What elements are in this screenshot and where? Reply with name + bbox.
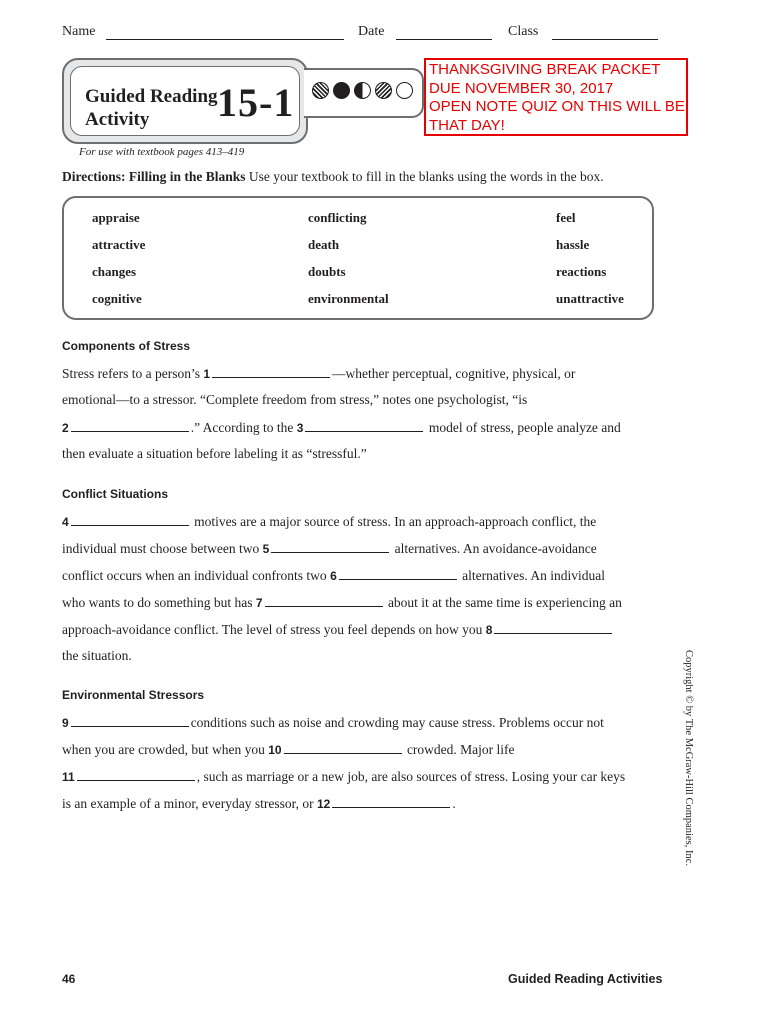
page-number: 46 — [62, 972, 76, 986]
directions: Directions: Filling in the Blanks Use your textbook to fill in the blanks using the words in the box. — [62, 169, 604, 184]
activity-title: Guided Reading Activity — [85, 86, 218, 130]
word-bank-item: hassle — [556, 237, 590, 252]
circle-icon — [375, 82, 392, 99]
word-bank-item: reactions — [556, 264, 607, 279]
text-line: 2 .” According to the 3 model of stress, people analyze and — [62, 420, 621, 435]
text-line: 11 , such as marriage or a new job, are also sources of stress. Losing your car keys — [62, 769, 626, 784]
class-label: Class — [508, 24, 539, 39]
blank-10[interactable] — [284, 741, 402, 754]
section-heading-components: Components of Stress — [62, 339, 191, 353]
text-line: when you are crowded, but when you 10 crowded. Major life — [62, 742, 515, 757]
blank-4[interactable] — [71, 513, 189, 526]
activity-title-box — [62, 58, 308, 144]
circle-icon — [396, 82, 413, 99]
circle-icon — [312, 82, 329, 99]
text-line: then evaluate a situation before labeling it as “stressful.” — [62, 446, 367, 461]
word-bank-item: unattractive — [556, 291, 624, 306]
blank-5[interactable] — [271, 540, 389, 553]
blank-8[interactable] — [494, 621, 612, 634]
text-line: is an example of a minor, everyday stressor, or 12 . — [62, 796, 456, 811]
textbook-pages-note: For use with textbook pages 413–419 — [79, 146, 245, 158]
progress-circles — [304, 68, 424, 118]
date-label: Date — [358, 24, 385, 39]
blank-6[interactable] — [339, 567, 457, 580]
name-field[interactable] — [106, 39, 344, 40]
text-line: who wants to do something but has 7 about it at the same time is experiencing an — [62, 595, 622, 610]
word-bank-item: appraise — [92, 210, 140, 225]
copyright-notice: Copyright © by The McGraw-Hill Companies, Inc. — [683, 650, 694, 866]
blank-11[interactable] — [77, 768, 195, 781]
word-bank-item: conflicting — [308, 210, 367, 225]
word-bank-item: changes — [92, 264, 137, 279]
circle-icon — [354, 82, 371, 99]
text-line: 9 conditions such as noise and crowding may cause stress. Problems occur not — [62, 715, 604, 730]
class-field[interactable] — [552, 39, 658, 40]
word-bank-item: doubts — [308, 264, 346, 279]
word-bank-item: death — [308, 237, 340, 252]
blank-7[interactable] — [265, 594, 383, 607]
text-line: Stress refers to a person’s 1 —whether perceptual, cognitive, physical, or — [62, 366, 576, 381]
text-line: emotional—to a stressor. “Complete freedom from stress,” notes one psychologist, “is — [62, 392, 528, 407]
word-bank — [62, 196, 654, 320]
text-line: the situation. — [62, 648, 132, 663]
footer-title: Guided Reading Activities — [508, 972, 663, 986]
text-line: conflict occurs when an individual confronts two 6 alternatives. An individual — [62, 568, 605, 583]
circle-icon — [333, 82, 350, 99]
word-bank-item: cognitive — [92, 291, 142, 306]
word-bank-item: attractive — [92, 237, 146, 252]
blank-3[interactable] — [305, 419, 423, 432]
word-bank-item: environmental — [308, 291, 389, 306]
text-line: approach-avoidance conflict. The level of stress you feel depends on how you 8 — [62, 621, 614, 638]
section-heading-environmental: Environmental Stressors — [62, 688, 205, 702]
blank-12[interactable] — [332, 795, 450, 808]
name-label: Name — [62, 24, 96, 39]
date-field[interactable] — [396, 39, 492, 40]
blank-2[interactable] — [71, 419, 189, 432]
activity-number: 15-1 — [217, 80, 295, 125]
assignment-notice: THANKSGIVING BREAK PACKET DUE NOVEMBER 30, 2017 OPEN NOTE QUIZ ON THIS WILL BE THAT DAY! — [424, 58, 688, 136]
word-bank-item: feel — [556, 210, 576, 225]
blank-1[interactable] — [212, 365, 330, 378]
text-line: 4 motives are a major source of stress. In an approach-approach conflict, the — [62, 514, 597, 529]
section-heading-conflict: Conflict Situations — [62, 487, 168, 501]
text-line: individual must choose between two 5 alternatives. An avoidance-avoidance — [62, 541, 597, 556]
blank-9[interactable] — [71, 714, 189, 727]
